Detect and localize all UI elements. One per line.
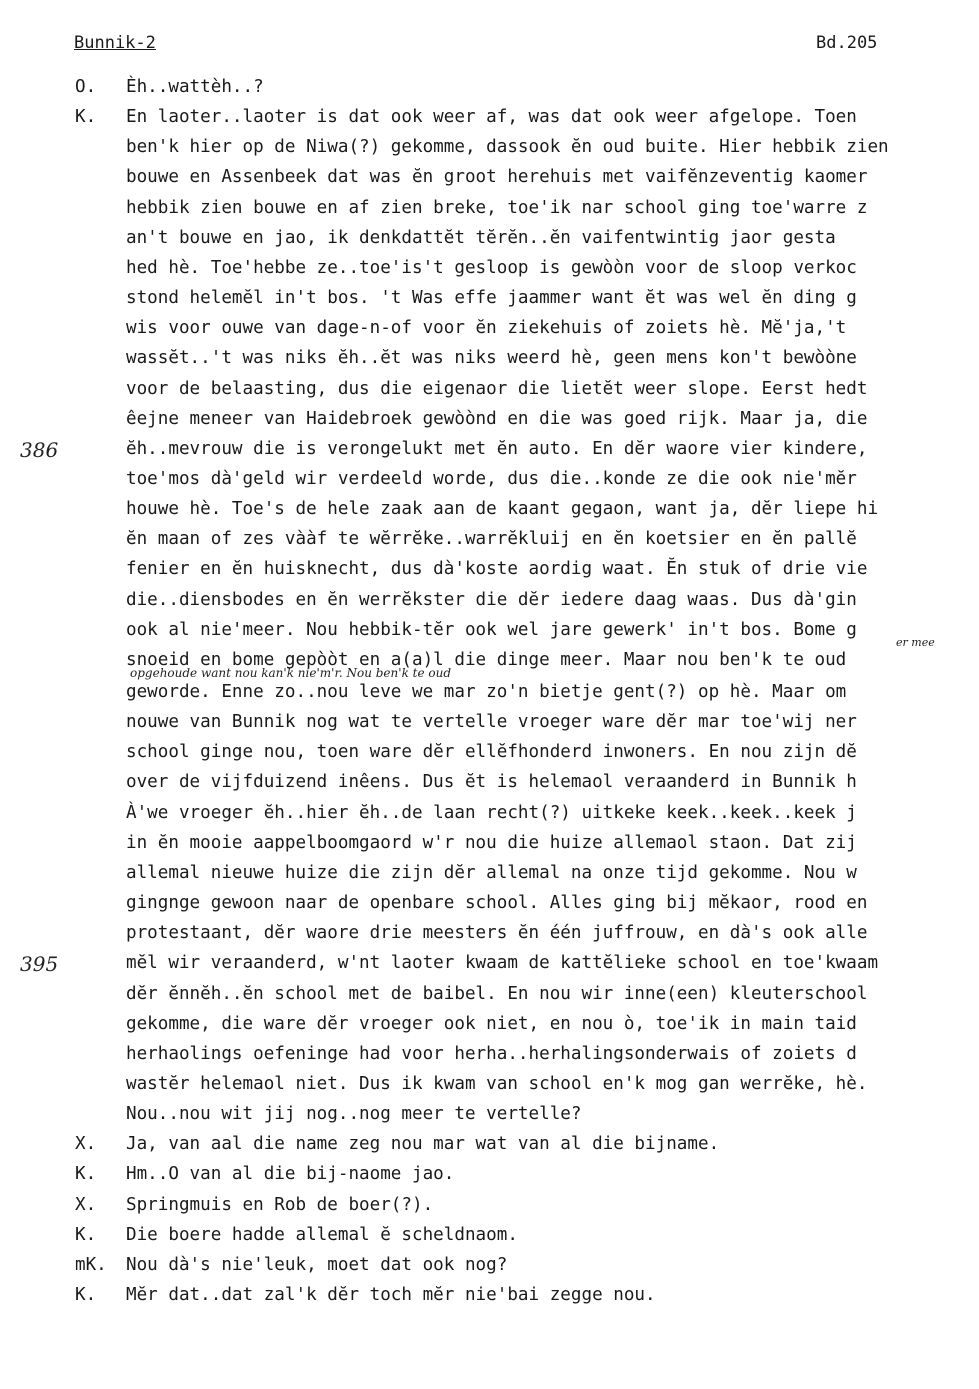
transcript-text: toe'mos dà'geld wir verdeeld worde, dus die..konde ze die ook nie'mĕr [126,468,857,489]
transcript-text: allemal nieuwe huize die zijn dĕr allemal na onze tijd gekomme. Nou w [126,862,857,883]
transcript-text: Mĕr dat..dat zal'k dĕr toch mĕr nie'bai zegge nou. [126,1285,656,1305]
transcript-text: Springmuis en Rob de boer(?). [126,1194,434,1215]
transcript-text: gingnge gewoon naar de openbare school. Alles ging bij mĕkaor, rood en [126,893,868,914]
transcript-text: mĕl wir veraanderd, w'nt laoter kwaam de kattĕlieke school en toe'kwaam [126,953,879,974]
handwritten-correction: opgehoude want nou kan'k nie'm'r. Nou ben'k te oud [130,666,452,680]
transcript-text: À'we vroeger ĕh..hier ĕh..de laan recht(?) uitkeke keek..keek..keek j [126,802,857,823]
speaker-label: K. [75,1164,97,1185]
transcript-text: Hm..O van al die bij-naome jao. [126,1164,455,1185]
transcript-text: hed hè. Toe'hebbe ze..toe'is't gesloop is gewòòn voor de sloop verkoc [126,257,857,278]
transcript-text: ĕh..mevrouw die is verongelukt met ĕn auto. En dĕr waore vier kindere, [126,438,868,459]
transcript-text: êejne meneer van Haidebroek gewòònd en die was goed rijk. Maar ja, die [126,408,868,429]
transcript-text: gekomme, die ware dĕr vroeger ook niet, en nou ò, toe'ik in main taid [126,1013,857,1034]
transcript-text: fenier en ĕn huisknecht, dus dà'koste aordig waat. Ĕn stuk of drie vie [126,559,868,580]
margin-note-counter: 386 [20,438,59,462]
transcript-text: Nou dà's nie'leuk, moet dat ook nog? [126,1254,508,1275]
handwritten-insert: er mee [896,636,935,649]
transcript-text: geworde. Enne zo..nou leve we mar zo'n bietje gent(?) op hè. Maar om [126,682,847,702]
transcript-text: hebbik zien bouwe en af zien breke, toe'ik nar school ging toe'warre z [126,197,868,218]
speaker-label: K. [75,107,97,128]
transcript-text: protestaant, dĕr waore drie meesters ĕn één juffrouw, en dà's ook alle [126,923,868,944]
transcript-text: Die boere hadde allemal ĕ scheldnaom. [126,1224,518,1245]
transcript-text: Ja, van aal die name zeg nou mar wat van al die bijname. [126,1134,720,1155]
transcript-text: bouwe en Assenbeek dat was ĕn groot herehuis met vaifĕnzeventig kaomer [126,167,868,188]
header-location: Bunnik-2 [74,33,156,53]
header-page-ref: Bd.205 [816,33,878,53]
transcript-text: Èh..wattèh..? [126,77,264,97]
transcript-text: ĕn maan of zes vààf te wĕrrĕke..warrĕkluij en ĕn koetsier en ĕn pallĕ [126,529,857,550]
transcript-text: snoeid en bome gepòòt en a(a)l die dinge meer. Maar nou ben'k te oud [126,649,847,670]
speaker-label: K. [75,1285,97,1305]
speaker-label: X. [75,1134,97,1155]
transcript-text: En laoter..laoter is dat ook weer af, was dat ook weer afgelope. Toen [126,107,857,128]
transcript-text: stond helemĕl in't bos. 't Was effe jaammer want ĕt was wel ĕn ding g [126,288,857,309]
transcript-text: over de vijfduizend inêens. Dus ĕt is helemaol veraanderd in Bunnik h [126,772,857,793]
transcript-text: wassĕt..'t was niks ĕh..ĕt was niks weerd hè, geen mens kon't bewòòne [126,348,857,369]
transcript-text: wis voor ouwe van dage-n-of voor ĕn ziekehuis of zoiets hè. Mĕ'ja,'t [126,318,847,339]
transcript-text: houwe hè. Toe's de hele zaak aan de kaant gegaon, want ja, dĕr liepe hi [126,499,879,520]
transcript-text: an't bouwe en jao, ik denkdattĕt tĕrĕn..ĕn vaifentwintig jaor gesta [126,227,836,248]
transcript-text: ook al nie'meer. Nou hebbik-tĕr ook wel jare gewerk' in't bos. Bome g [126,619,857,640]
speaker-label: X. [75,1194,97,1215]
transcript-text: ben'k hier op de Niwa(?) gekomme, dassook ĕn oud buite. Hier hebbik zien [126,137,889,158]
transcript-text: die..diensbodes en ĕn werrĕkster die dĕr iedere daag waas. Dus dà'gin [126,589,857,610]
speaker-label: O. [75,77,97,97]
transcript-text: herhaolings oefeninge had voor herha..herhalingsonderwais of zoiets d [126,1043,857,1064]
transcript-text: in ĕn mooie aappelboomgaord w'r nou die huize allemaol staon. Dat zij [126,832,857,853]
speaker-label: K. [75,1224,97,1245]
transcript-text: wastĕr helemaol niet. Dus ik kwam van school en'k mog gan werrĕke, hè. [126,1073,868,1094]
speaker-label: mK. [75,1254,107,1275]
margin-note-counter: 395 [20,952,59,976]
transcript-text: Nou..nou wit jij nog..nog meer te vertelle? [126,1104,582,1125]
transcript-text: voor de belaasting, dus die eigenaor die lietĕt weer slope. Eerst hedt [126,378,868,399]
transcript-text: nouwe van Bunnik nog wat te vertelle vroeger ware dĕr mar toe'wij ner [126,712,857,733]
transcript-text: school ginge nou, toen ware dĕr ellĕfhonderd inwoners. En nou zijn dĕ [126,742,857,763]
transcript-text: dĕr ĕnnĕh..ĕn school met de baibel. En nou wir inne(een) kleuterschool [126,983,868,1004]
